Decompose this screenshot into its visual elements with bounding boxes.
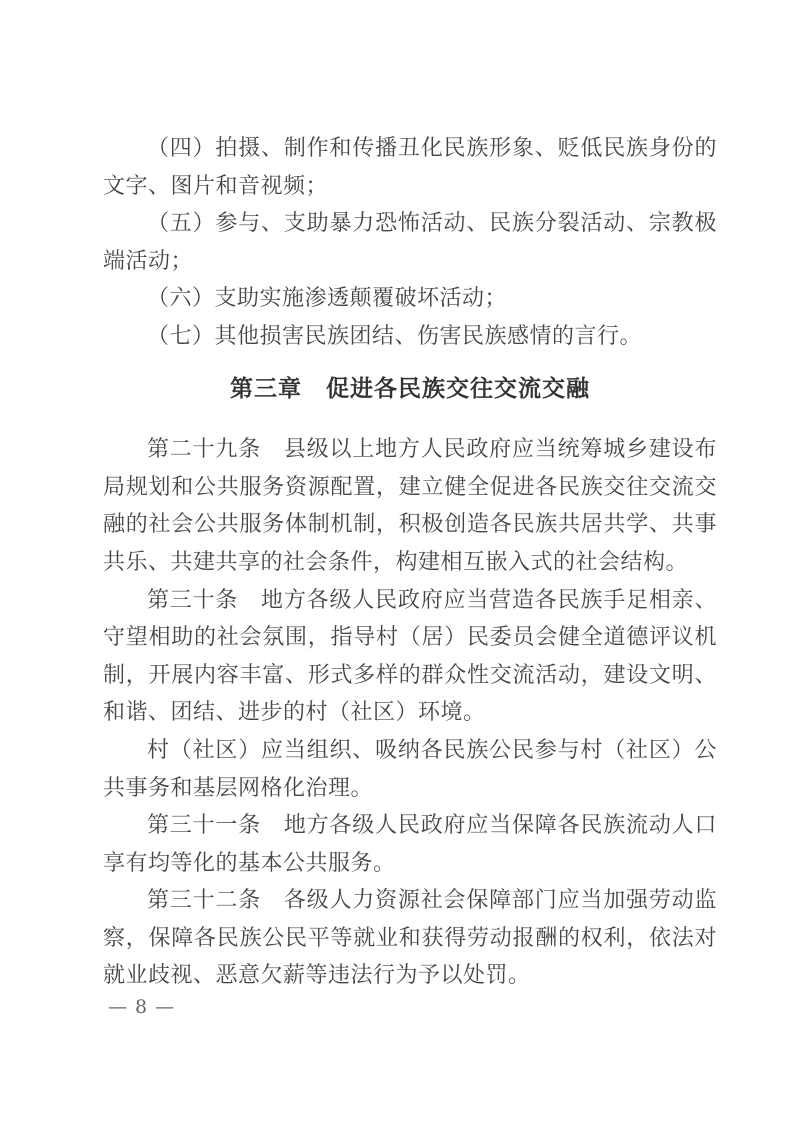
clause-paragraph-7: （七）其他损害民族团结、伤害民族感情的言行。 (147, 323, 643, 349)
clause-paragraph-4: （四）拍摄、制作和传播丑化民族形象、贬低民族身份的文字、图片和音视频； (103, 136, 717, 199)
page-number: — 8 — (108, 996, 176, 1018)
clause-paragraph-6: （六）支助实施渗透颠覆破坏活动； (147, 286, 508, 312)
article-30-subparagraph: 村（社区）应当组织、吸纳各民族公民参与村（社区）公共事务和基层网格化治理。 (103, 737, 717, 801)
chapter-3-heading: 第三章 促进各民族交往交流交融 (230, 375, 590, 402)
page-content (103, 130, 717, 995)
clause-paragraph-5: （五）参与、支助暴力恐怖活动、民族分裂活动、宗教极端活动； (103, 211, 717, 274)
article-32-paragraph: 第三十二条 各级人力资源社会保障部门应当加强劳动监察，保障各民族公民平等就业和获得劳动报酬的权利，依法对就业歧视、恶意欠薪等违法行为予以处罚。 (103, 888, 717, 989)
article-29-paragraph: 第二十九条 县级以上地方人民政府应当统筹城乡建设布局规划和公共服务资源配置，建立健全促进各民族交往交流交融的社会公共服务体制机制，积极创造各民族共居共学、共事共乐、共建共享的社会条件，构建相互嵌入式的社会结构。 (103, 437, 717, 575)
article-30-paragraph: 第三十条 地方各级人民政府应当营造各民族手足相亲、守望相助的社会氛围，指导村（居）民委员会健全道德评议机制，开展内容丰富、形式多样的群众性交流活动，建设文明、和谐、团结、进步的村（社区）环境。 (103, 587, 717, 726)
article-31-paragraph: 第三十一条 地方各级人民政府应当保障各民族流动人口享有均等化的基本公共服务。 (103, 813, 717, 876)
